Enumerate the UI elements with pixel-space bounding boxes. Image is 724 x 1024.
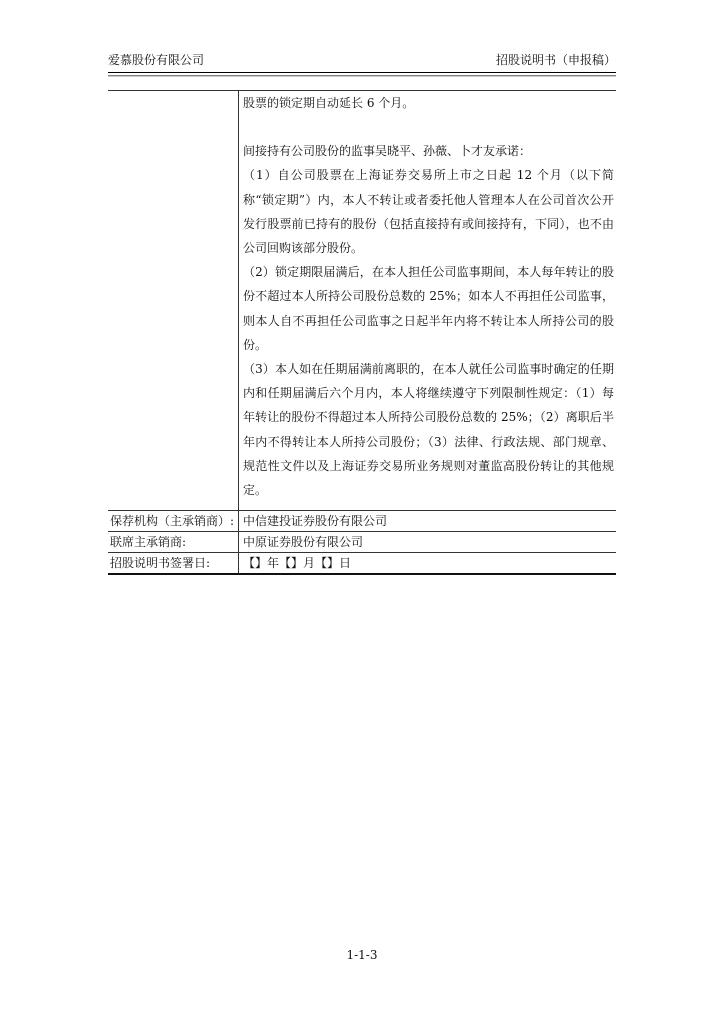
company-name: 爱慕股份有限公司 bbox=[108, 53, 205, 67]
empty-label-cell bbox=[108, 91, 239, 511]
commitment-item-1: （1）自公司股票在上海证券交易所上市之日起 12 个月（以下简称“锁定期”）内，本人不转让或者委托他人管理本人在公司首次公开发行股票前已持有的股份（包括直接持有或间接持有，下同），也不由公司回购该部分股份。 bbox=[243, 168, 614, 256]
co-underwriter-value: 中原证券股份有限公司 bbox=[239, 532, 617, 553]
page-header bbox=[108, 52, 616, 73]
sponsor-value: 中信建投证券股份有限公司 bbox=[239, 511, 617, 532]
co-underwriter-label: 联席主承销商: bbox=[108, 532, 239, 553]
commitment-row bbox=[108, 91, 616, 511]
document-title: 招股说明书（申报稿） bbox=[495, 53, 616, 67]
commitment-item-2: （2）锁定期限届满后，在本人担任公司监事期间，本人每年转让的股份不超过本人所持公司股份总数的 25%；如本人不再担任公司监事，则本人自不再担任公司监事之日起半年内将不转让本人所持公司的股份。 bbox=[243, 265, 614, 352]
signing-date-value: 【】年【】月【】日 bbox=[239, 553, 617, 575]
signing-date-label: 招股说明书签署日: bbox=[108, 553, 239, 575]
co-underwriter-row bbox=[108, 532, 616, 553]
prospectus-table bbox=[108, 90, 616, 575]
sponsor-row bbox=[108, 511, 616, 532]
signing-date-row bbox=[108, 553, 616, 575]
lockup-extension-text: 股票的锁定期自动延长 6 个月。 bbox=[243, 96, 415, 110]
supervisors-intro: 间接持有公司股份的监事吴晓平、孙薇、卜才友承诺： bbox=[243, 144, 532, 159]
commitment-item-3: （3）本人如在任期届满前离职的，在本人就任公司监事时确定的任期内和任期届满后六个月内，本人将继续遵守下列限制性规定：（1）每年转让的股份不得超过本人所持公司股份总数的 25%；（2）离职后半年内不得转让本人所持公司股份；（3）法律、行政法规、部门规章、规范性文件以及上海证券交易所业务规则对董监高股份转让的其他规定。 bbox=[243, 362, 614, 498]
page-number: 1-1-3 bbox=[346, 948, 378, 962]
sponsor-label: 保荐机构（主承销商）: bbox=[108, 511, 239, 532]
paragraph-gap bbox=[243, 115, 614, 139]
commitment-content-cell bbox=[239, 91, 617, 511]
